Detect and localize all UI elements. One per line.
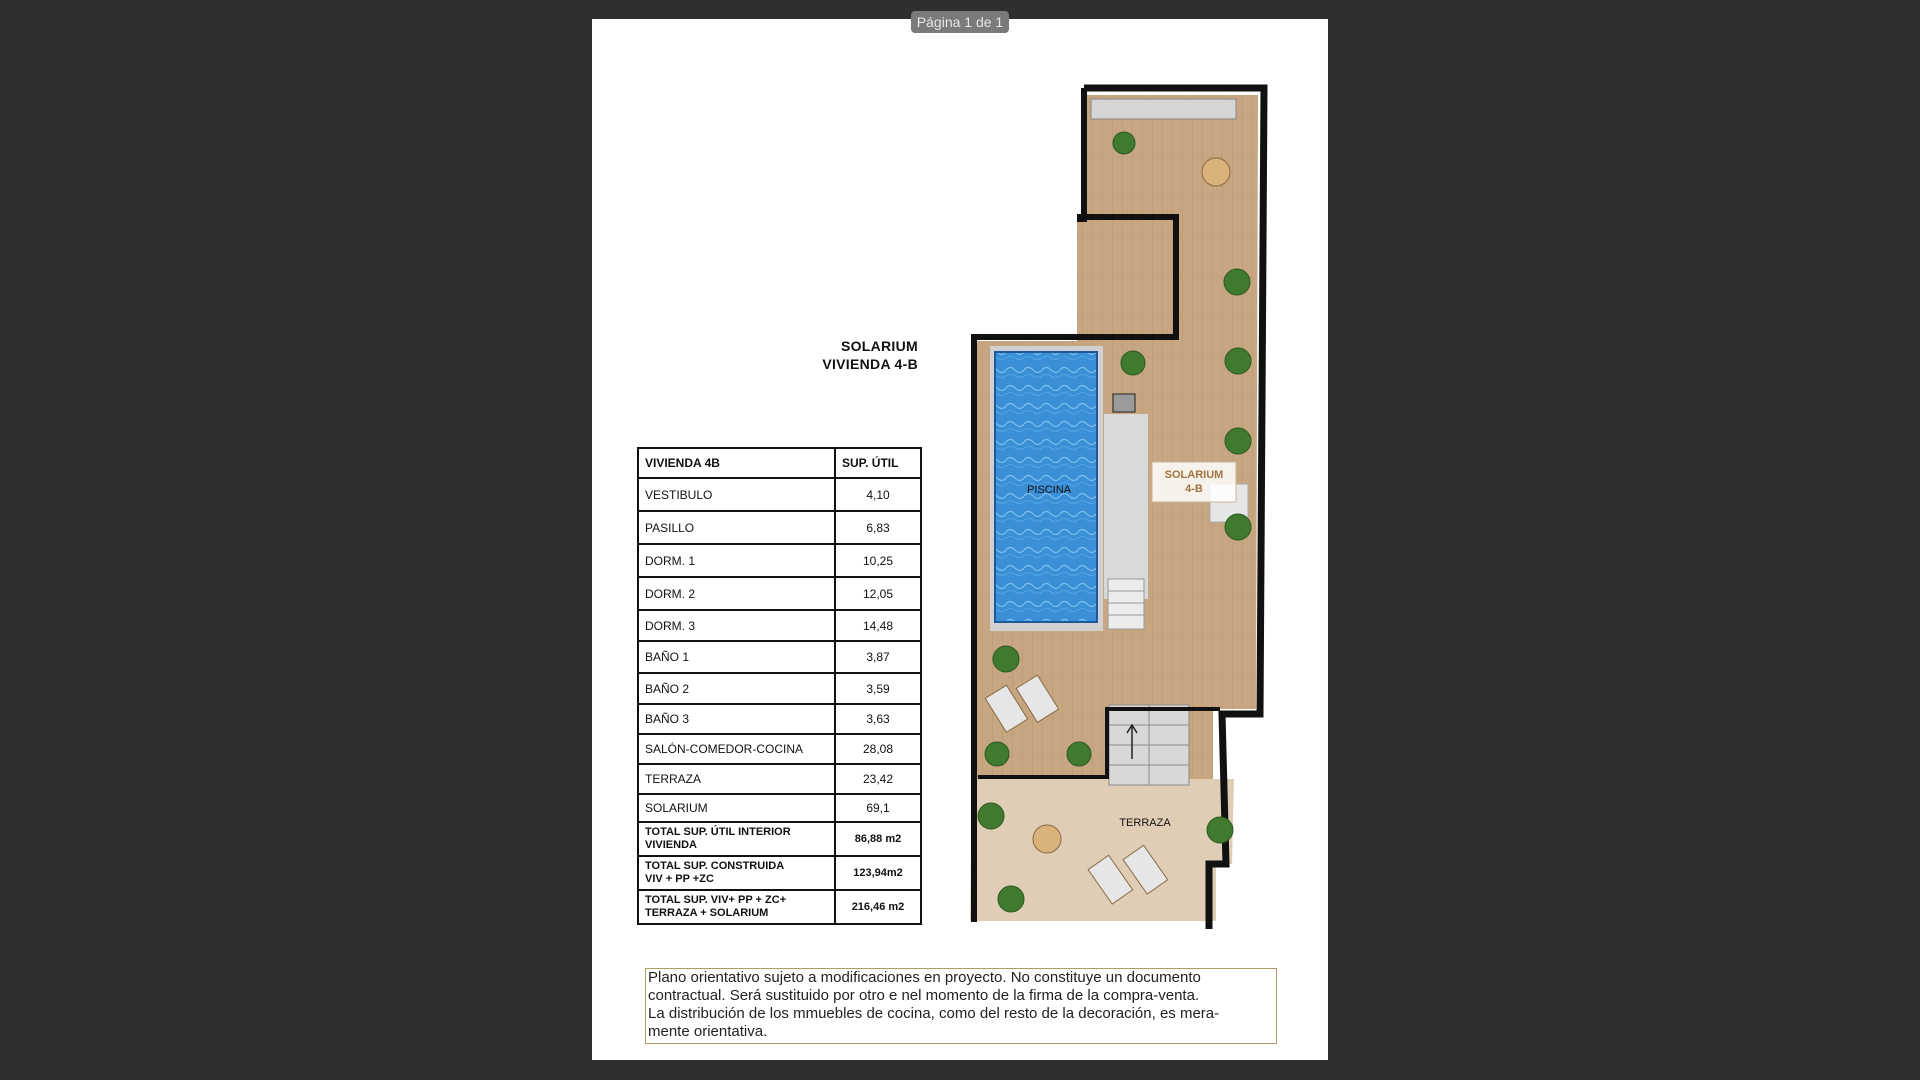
- heading-line-2: VIVIENDA 4-B: [822, 356, 918, 372]
- note-line: La distribución de los mmuebles de cocina, como del resto de la decoración, es mera-: [648, 1005, 1220, 1022]
- room-name: VESTIBULO: [638, 478, 835, 511]
- terrace-label: TERRAZA: [1119, 817, 1171, 829]
- room-area: 3,59: [835, 673, 921, 704]
- header-name: VIVIENDA 4B: [638, 448, 835, 478]
- solarium-label-box: [1152, 462, 1236, 502]
- room-name: PASILLO: [638, 511, 835, 544]
- note-line: mente orientativa.: [648, 1023, 768, 1040]
- room-name: SALÓN-COMEDOR-COCINA: [638, 734, 835, 764]
- note-line: contractual. Será sustituido por otro e nel momento de la firma de la compra-venta.: [648, 987, 1200, 1004]
- total-label-line1: TOTAL SUP. CONSTRUIDA: [645, 860, 785, 872]
- pool-label: PISCINA: [1026, 484, 1072, 496]
- solarium-label-line2: 4-B: [1185, 483, 1203, 495]
- total-value: 86,88 m2: [835, 822, 921, 856]
- room-area: 3,63: [835, 704, 921, 734]
- room-name: BAÑO 2: [638, 673, 835, 704]
- total-label-line2: VIVIENDA: [645, 839, 697, 851]
- shower: [1113, 394, 1135, 412]
- room-area: 28,08: [835, 734, 921, 764]
- room-name: DORM. 1: [638, 544, 835, 577]
- room-area: 4,10: [835, 478, 921, 511]
- total-value: 216,46 m2: [835, 890, 921, 924]
- room-area: 10,25: [835, 544, 921, 577]
- page-indicator: Página 1 de 1: [911, 11, 1009, 33]
- solarium-label-line1: SOLARIUM: [1164, 469, 1224, 481]
- disclaimer-note: [645, 968, 1277, 1044]
- room-name: BAÑO 1: [638, 641, 835, 673]
- room-area: 12,05: [835, 577, 921, 610]
- total-label-line1: TOTAL SUP. VIV+ PP + ZC+: [645, 894, 787, 906]
- floor-plan: [592, 19, 1328, 1060]
- room-name: TERRAZA: [638, 764, 835, 794]
- room-area: 69,1: [835, 794, 921, 822]
- header-value: SUP. ÚTIL: [835, 448, 921, 478]
- storage-bar: [1091, 99, 1236, 119]
- pool-steps: [1108, 579, 1144, 629]
- total-label-line1: TOTAL SUP. ÚTIL INTERIOR: [645, 826, 791, 838]
- note-line: Plano orientativo sujeto a modificaciones en proyecto. No constituye un documento: [648, 969, 1201, 986]
- room-area: 6,83: [835, 511, 921, 544]
- total-value: 123,94m2: [835, 856, 921, 890]
- room-name: SOLARIUM: [638, 794, 835, 822]
- pool-bench: [1104, 414, 1148, 599]
- room-area: 3,87: [835, 641, 921, 673]
- total-label-line2: TERRAZA + SOLARIUM: [645, 907, 769, 919]
- room-name: DORM. 3: [638, 610, 835, 641]
- total-label-line2: VIV + PP +ZC: [645, 873, 714, 885]
- room-name: BAÑO 3: [638, 704, 835, 734]
- room-name: DORM. 2: [638, 577, 835, 610]
- document-page: [592, 19, 1328, 1060]
- heading-line-1: SOLARIUM: [840, 338, 918, 354]
- room-area: 23,42: [835, 764, 921, 794]
- room-area: 14,48: [835, 610, 921, 641]
